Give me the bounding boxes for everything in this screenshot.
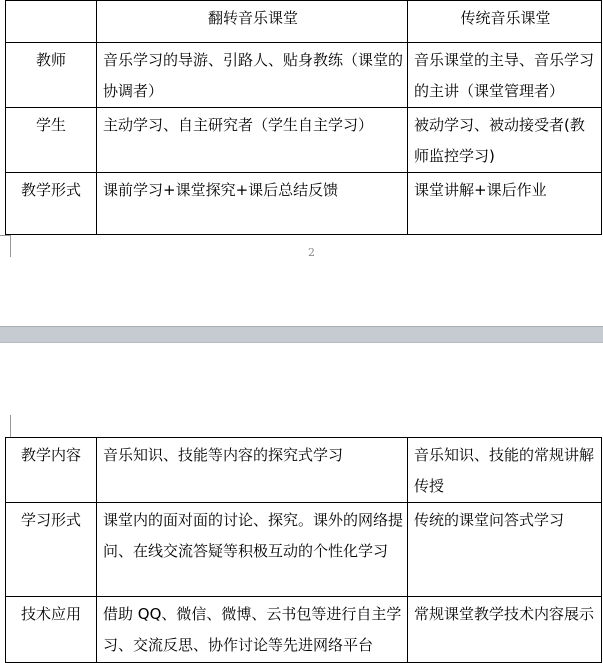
table-row: [6, 173, 602, 235]
flipped-cell: 课堂内的面对面的讨论、探究。课外的网络提问、在线交流答疑等积极互动的个性化学习: [97, 503, 408, 597]
page-number: 2: [308, 246, 315, 259]
document-page-2: [0, 343, 603, 656]
row-label: 教师: [6, 43, 97, 108]
header-cell-empty: [6, 1, 97, 43]
page-corner-mark: [10, 235, 11, 257]
traditional-cell: 音乐知识、技能的常规讲解传授: [408, 438, 602, 503]
table-row: [6, 438, 602, 503]
comparison-table-top: [5, 0, 602, 235]
table-row: [6, 43, 602, 108]
document-page-1: [0, 0, 603, 326]
traditional-cell: 传统的课堂问答式学习: [408, 503, 602, 597]
flipped-cell: 主动学习、自主研究者（学生自主学习）: [97, 108, 408, 173]
traditional-cell: 常规课堂教学技术内容展示: [408, 597, 602, 663]
traditional-cell: 课堂讲解+课后作业: [408, 173, 602, 235]
row-label: 技术应用: [6, 597, 97, 663]
table-row: [6, 503, 602, 597]
flipped-cell: 课前学习+课堂探究+课后总结反馈: [97, 173, 408, 235]
row-label: 教学内容: [6, 438, 97, 503]
page-separator: [0, 326, 603, 343]
comparison-table-bottom: [5, 437, 602, 663]
table-row: [6, 108, 602, 173]
flipped-cell: 借助 QQ、微信、微博、云书包等进行自主学习、交流反思、协作讨论等先进网络平台: [97, 597, 408, 663]
row-label: 教学形式: [6, 173, 97, 235]
table-header-row: [6, 1, 602, 43]
row-label: 学生: [6, 108, 97, 173]
flipped-cell: 音乐学习的导游、引路人、贴身教练（课堂的协调者）: [97, 43, 408, 108]
traditional-cell: 被动学习、被动接受者(教师监控学习): [408, 108, 602, 173]
table-row: [6, 597, 602, 663]
header-cell-traditional: 传统音乐课堂: [408, 1, 602, 43]
page-corner-mark: [10, 415, 11, 437]
flipped-cell: 音乐知识、技能等内容的探究式学习: [97, 438, 408, 503]
page-corner-mark-horizontal: [0, 235, 10, 236]
traditional-cell: 音乐课堂的主导、音乐学习的主讲（课堂管理者）: [408, 43, 602, 108]
header-cell-flipped: 翻转音乐课堂: [97, 1, 408, 43]
row-label: 学习形式: [6, 503, 97, 597]
